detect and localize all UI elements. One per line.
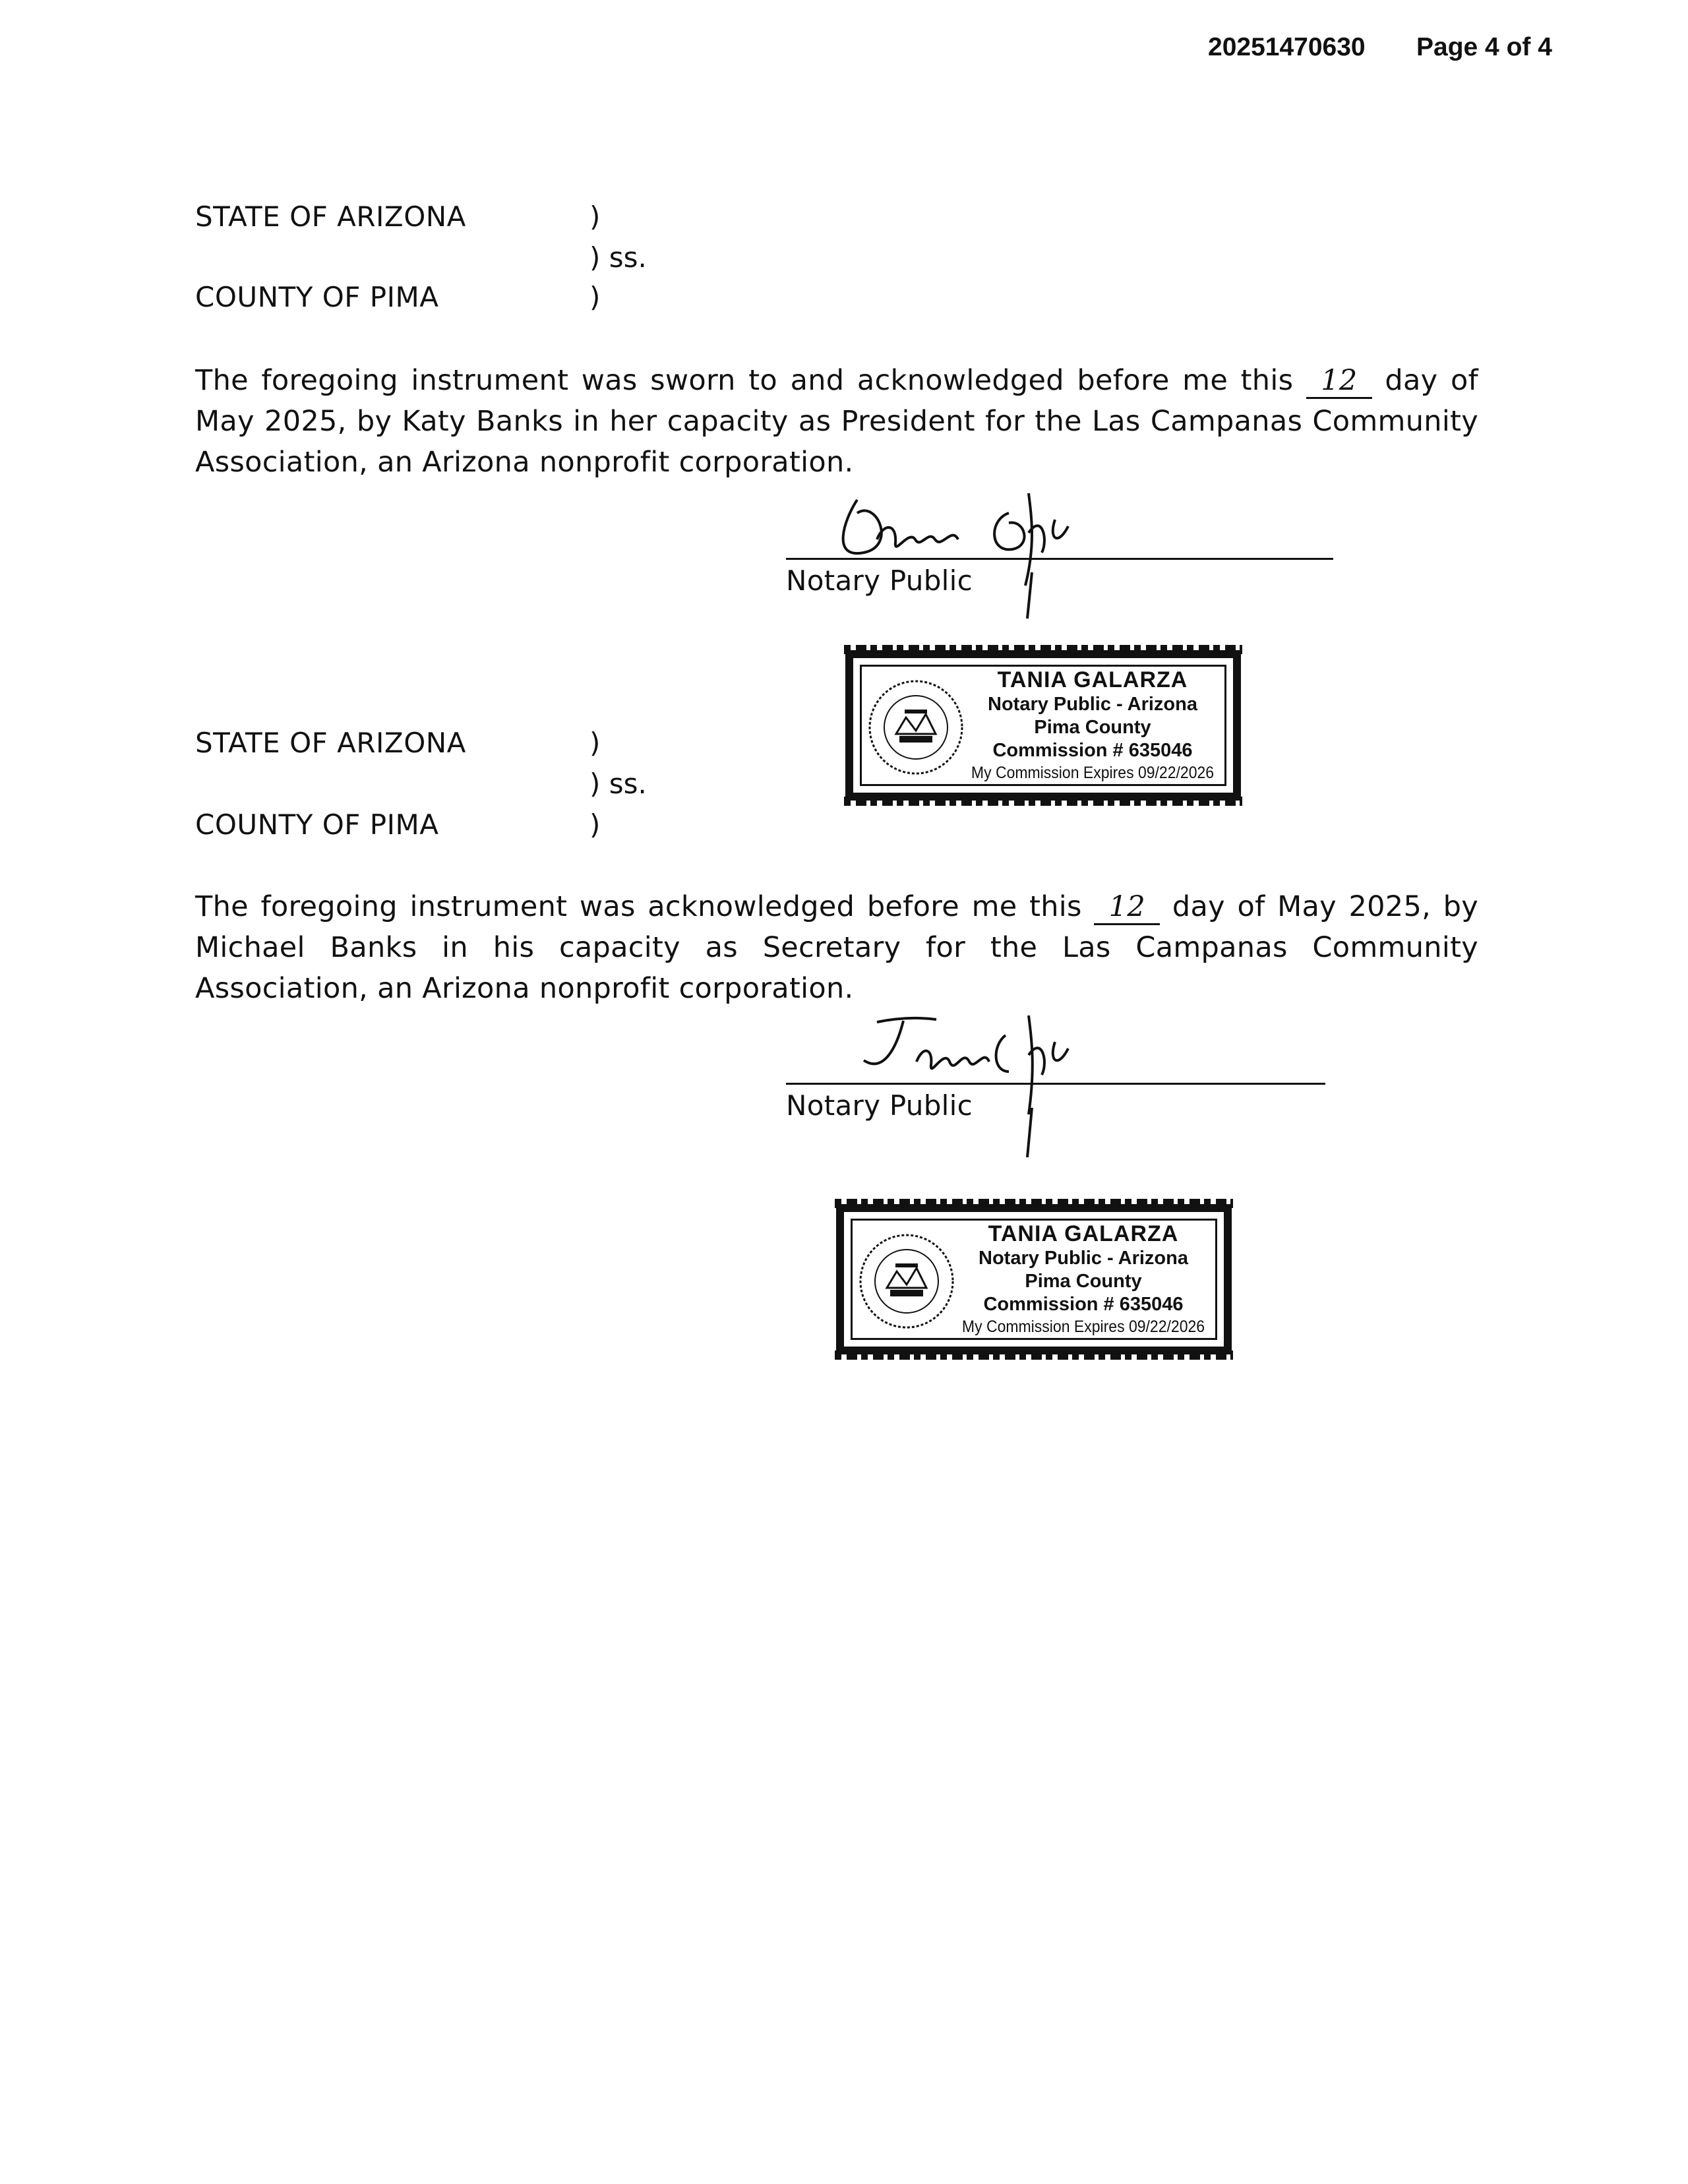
page-label: Page 4 of 4	[1416, 33, 1552, 61]
venue-county: COUNTY OF PIMA	[195, 808, 439, 841]
day-filled: 12	[1306, 364, 1372, 399]
signature-line	[786, 558, 1333, 560]
notary-stamp	[845, 650, 1241, 801]
venue-paren-ss: ) ss.	[589, 241, 647, 274]
stamp-title: Notary Public - Arizona	[979, 1248, 1188, 1269]
stamp-county: Pima County	[1034, 717, 1151, 738]
stamp-name: TANIA GALARZA	[997, 667, 1188, 692]
venue-paren-top: )	[589, 727, 601, 759]
text-after-day: day of May 2025, by Michael Banks in his capacity as Secretary for the Las Campanas Community Association, an Arizona nonprofit corporation.	[195, 890, 1479, 1005]
venue-paren-top: )	[589, 200, 601, 233]
venue-paren-ss: ) ss.	[589, 768, 647, 800]
document-number: 20251470630	[1208, 33, 1366, 61]
stamp-county: Pima County	[1025, 1271, 1142, 1292]
venue-paren-bottom: )	[589, 281, 601, 313]
stamp-expires: My Commission Expires 09/22/2026	[961, 1318, 1205, 1336]
stamp-name: TANIA GALARZA	[988, 1221, 1179, 1246]
acknowledgment-text	[195, 360, 1478, 483]
text-after-day: day of May 2025, by Katy Banks in her capacity as President for the Las Campanas Community Association, an Arizona nonprofit corporation.	[195, 364, 1478, 479]
stamp-commission: Commission # 635046	[983, 1294, 1184, 1315]
venue-state: STATE OF ARIZONA	[195, 727, 466, 759]
acknowledgment-text	[195, 886, 1478, 1009]
stamp-commission: Commission # 635046	[992, 740, 1193, 761]
notary-signature	[818, 473, 1160, 628]
day-filled: 12	[1094, 890, 1160, 925]
text-before-day: The foregoing instrument was acknowledged before me this	[195, 890, 1082, 923]
notary-public-label: Notary Public	[786, 1089, 973, 1122]
venue-county: COUNTY OF PIMA	[195, 281, 439, 313]
notary-public-label: Notary Public	[786, 564, 973, 597]
notary-stamp	[836, 1204, 1232, 1354]
state-seal-icon	[857, 1232, 956, 1331]
stamp-expires: My Commission Expires 09/22/2026	[971, 764, 1215, 782]
stamp-title: Notary Public - Arizona	[988, 694, 1197, 715]
signature-line	[786, 1083, 1325, 1085]
venue-paren-bottom: )	[589, 808, 601, 841]
text-before-day: The foregoing instrument was sworn to and acknowledged before me this	[195, 364, 1294, 397]
state-seal-icon	[866, 678, 965, 777]
venue-state: STATE OF ARIZONA	[195, 200, 466, 233]
